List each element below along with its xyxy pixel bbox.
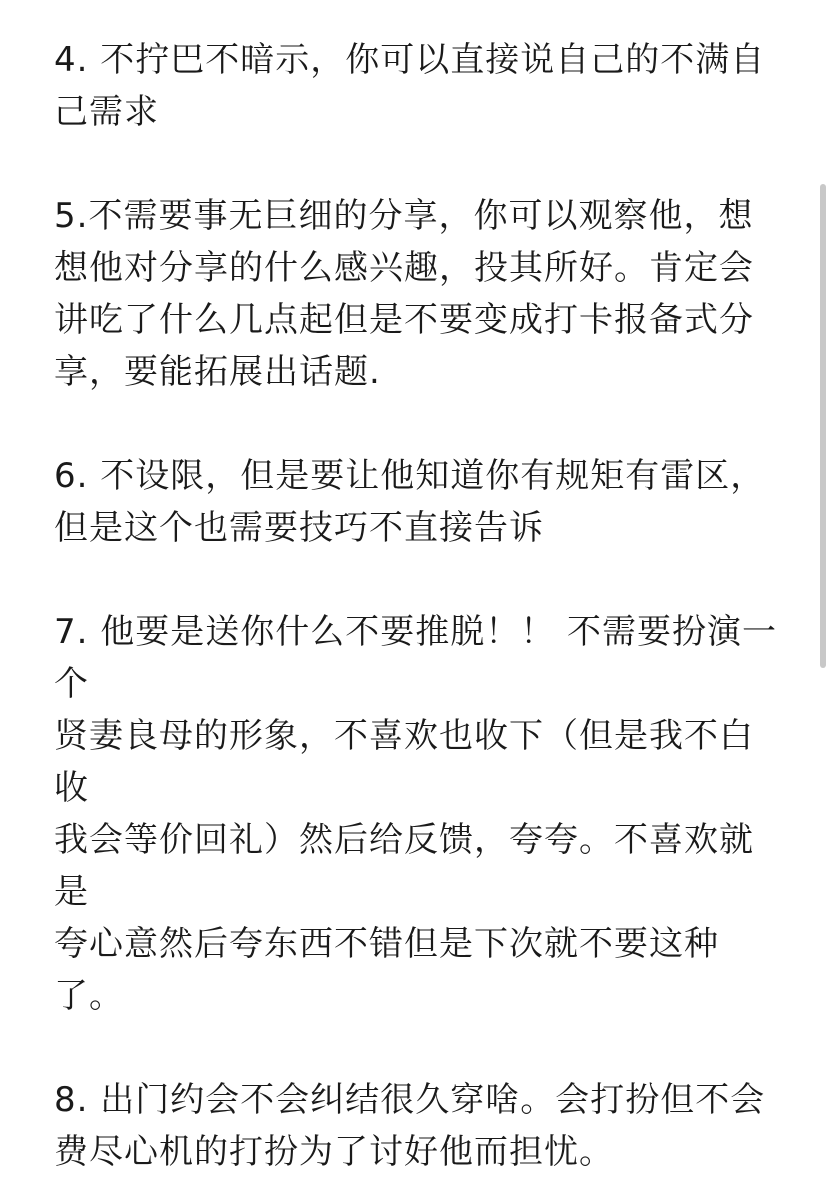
paragraph-5: 5.不需要事无巨细的分享，你可以观察他，想 想他对分享的什么感兴趣，投其所好。肯定会 讲吃了什么几点起但是不要变成打卡报备式分 享，要能拓展出话题. <box>54 196 754 392</box>
paragraph-7: 7. 他要是送你什么不要推脱！！ 不需要扮演一个 贤妻良母的形象，不喜欢也收下（但是我不白收 我会等价回礼）然后给反馈，夸夸。不喜欢就是 夸心意然后夸东西不错但是下次就不要这种 了。 <box>54 612 778 1016</box>
article-body <box>54 34 784 1178</box>
paragraph-4: 4. 不拧巴不暗示，你可以直接说自己的不满自 己需求 <box>54 40 766 132</box>
scrollbar[interactable] <box>818 0 828 1104</box>
paragraph-8: 8. 出门约会不会纠结很久穿啥。会打扮但不会 费尽心机的打扮为了讨好他而担忧。 <box>54 1080 766 1172</box>
paragraph-6: 6. 不设限，但是要让他知道你有规矩有雷区， 但是这个也需要技巧不直接告诉 <box>54 456 766 548</box>
scrollbar-thumb[interactable] <box>820 184 826 668</box>
